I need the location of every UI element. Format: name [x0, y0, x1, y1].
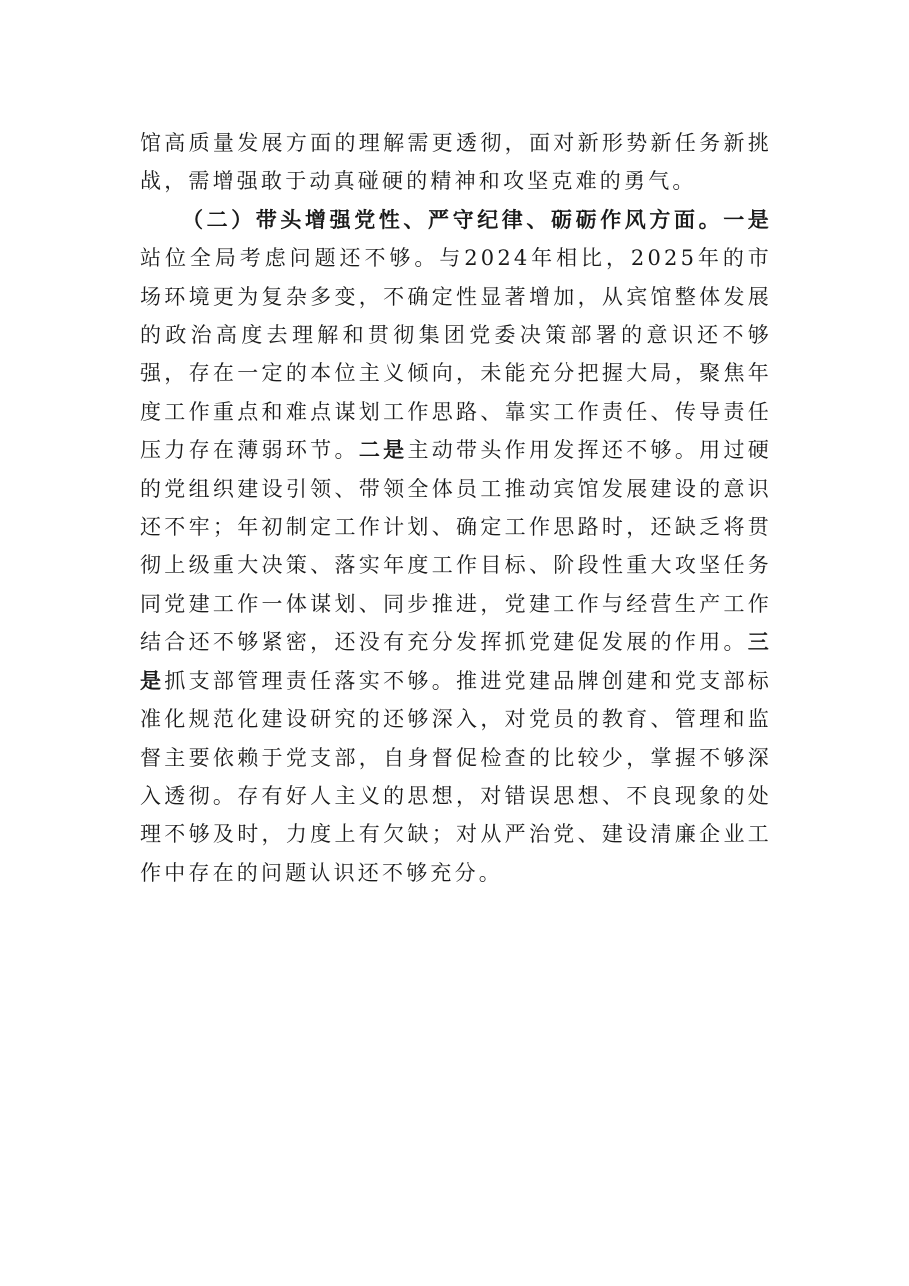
point-3-label: 三是	[140, 629, 772, 693]
document-page	[140, 124, 772, 892]
point-2-label: 二是	[358, 437, 408, 463]
paragraph-section-two	[140, 201, 772, 892]
paragraph-continuation	[140, 124, 772, 201]
point-1-text: 站位全局考虑问题还不够。与2024年相比，2025年的市场环境更为复杂多变，不确定性显著增加，从宾馆整体发展的政治高度去理解和贯彻集团党委决策部署的意识还不够强，存在一定的本位主义倾向，未能充分把握大局，聚焦年度工作重点和难点谋划工作思路、靠实工作责任、传导责任压力存在薄弱环节。	[140, 246, 772, 463]
point-2-text: 主动带头作用发挥还不够。用过硬的党组织建设引领、带领全体员工推动宾馆发展建设的意识还不牢；年初制定工作计划、确定工作思路时，还缺乏将贯彻上级重大决策、落实年度工作目标、阶段性重大攻坚任务同党建工作一体谋划、同步推进，党建工作与经营生产工作结合还不够紧密，还没有充分发挥抓党建促发展的作用。	[140, 438, 772, 655]
point-1-label: 一是	[723, 206, 772, 232]
section-heading: （二）带头增强党性、严守纪律、砺砺作风方面。	[182, 206, 724, 232]
paragraph-continuation-text: 馆高质量发展方面的理解需更透彻，面对新形势新任务新挑战，需增强敢于动真碰硬的精神和攻坚克难的勇气。	[140, 131, 772, 194]
point-3-text: 抓支部管理责任落实不够。推进党建品牌创建和党支部标准化规范化建设研究的还够深入，对党员的教育、管理和监督主要依赖于党支部，自身督促检查的比较少，掌握不够深入透彻。存有好人主义的思想，对错误思想、不良现象的处理不够及时，力度上有欠缺；对从严治党、建设清廉企业工作中存在的问题认识还不够充分。	[140, 668, 772, 885]
